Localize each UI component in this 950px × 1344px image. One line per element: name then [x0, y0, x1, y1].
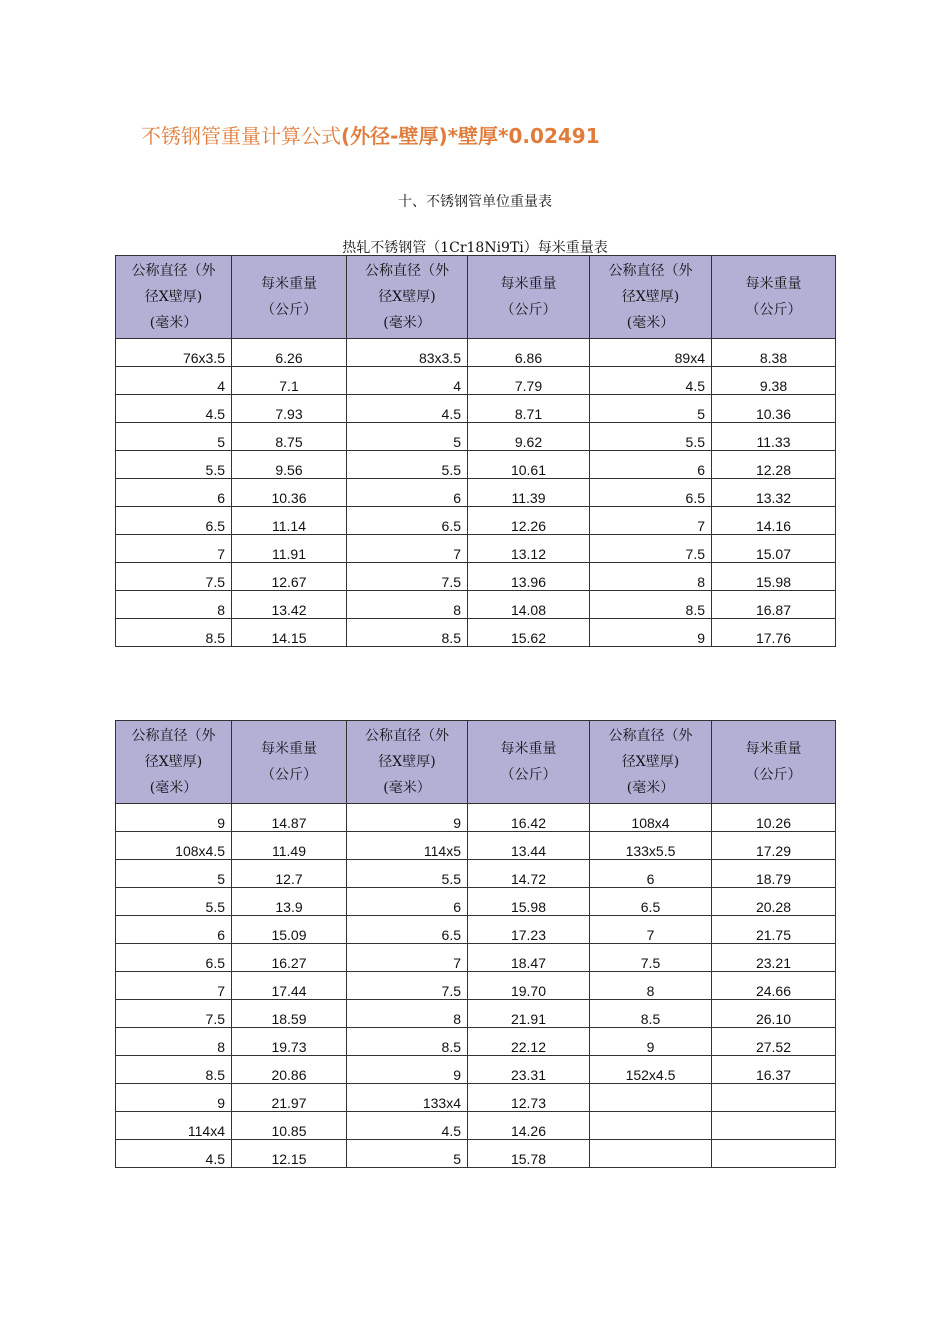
table-row	[116, 451, 836, 479]
header-weight: 每米重量 （公斤）	[232, 721, 347, 804]
spec-cell: 4.5	[116, 395, 232, 423]
weight-cell: 9.62	[468, 423, 590, 451]
weight-cell: 10.26	[712, 804, 836, 832]
spec-cell: 9	[590, 619, 712, 647]
weight-cell: 21.91	[468, 1000, 590, 1028]
formula-expression-tail: *壁厚*0.02491	[447, 124, 600, 148]
weight-cell: 14.15	[232, 619, 347, 647]
spec-cell: 6.5	[116, 507, 232, 535]
weight-cell: 22.12	[468, 1028, 590, 1056]
table-row	[116, 563, 836, 591]
header-weight: 每米重量 （公斤）	[232, 256, 347, 339]
header-row	[116, 256, 836, 339]
spec-cell: 7	[590, 507, 712, 535]
weight-cell: 15.78	[468, 1140, 590, 1168]
spec-cell: 4	[116, 367, 232, 395]
spec-cell: 7.5	[116, 1000, 232, 1028]
formula-heading	[141, 120, 600, 149]
weight-cell: 19.70	[468, 972, 590, 1000]
table-row	[116, 395, 836, 423]
spec-cell: 76x3.5	[116, 339, 232, 367]
weight-cell: 21.97	[232, 1084, 347, 1112]
weight-cell: 10.36	[712, 395, 836, 423]
weight-cell: 13.96	[468, 563, 590, 591]
header-spec: 公称直径（外 径X壁厚) (毫米）	[116, 721, 232, 804]
spec-cell: 8.5	[116, 1056, 232, 1084]
weight-cell: 17.76	[712, 619, 836, 647]
table-row	[116, 339, 836, 367]
spec-cell: 6	[116, 479, 232, 507]
weight-cell: 8.75	[232, 423, 347, 451]
spec-cell: 108x4.5	[116, 832, 232, 860]
spec-cell: 6	[347, 479, 468, 507]
spec-cell: 133x5.5	[590, 832, 712, 860]
spec-cell: 7.5	[590, 535, 712, 563]
weight-cell: 18.79	[712, 860, 836, 888]
weight-cell: 20.86	[232, 1056, 347, 1084]
spec-cell: 6	[590, 860, 712, 888]
spec-cell: 6.5	[116, 944, 232, 972]
spec-cell: 8.5	[347, 1028, 468, 1056]
table-row	[116, 832, 836, 860]
weight-cell: 16.27	[232, 944, 347, 972]
spec-cell: 108x4	[590, 804, 712, 832]
weight-cell: 17.44	[232, 972, 347, 1000]
weight-cell: 7.1	[232, 367, 347, 395]
weight-cell: 16.37	[712, 1056, 836, 1084]
spec-cell: 9	[347, 804, 468, 832]
spec-cell: 8.5	[116, 619, 232, 647]
spec-cell: 4.5	[590, 367, 712, 395]
spec-cell	[590, 1112, 712, 1140]
spec-cell: 6.5	[590, 888, 712, 916]
spec-cell: 8	[590, 563, 712, 591]
table-row	[116, 860, 836, 888]
spec-cell: 4	[347, 367, 468, 395]
spec-cell: 8.5	[590, 1000, 712, 1028]
header-weight: 每米重量 （公斤）	[468, 256, 590, 339]
spec-cell: 7.5	[116, 563, 232, 591]
spec-cell: 114x4	[116, 1112, 232, 1140]
weight-cell: 13.9	[232, 888, 347, 916]
weight-cell: 8.38	[712, 339, 836, 367]
spec-cell: 5	[347, 423, 468, 451]
weight-cell: 9.56	[232, 451, 347, 479]
section-title: 十、不锈钢管单位重量表	[398, 194, 552, 210]
table-row	[116, 972, 836, 1000]
spec-cell: 5	[347, 1140, 468, 1168]
spec-cell: 89x4	[590, 339, 712, 367]
weight-cell: 10.61	[468, 451, 590, 479]
weight-cell: 12.26	[468, 507, 590, 535]
spec-cell: 7	[116, 535, 232, 563]
weight-cell: 12.67	[232, 563, 347, 591]
weight-cell: 12.15	[232, 1140, 347, 1168]
spec-cell: 5.5	[590, 423, 712, 451]
weight-table-1	[115, 255, 836, 647]
weight-cell: 8.71	[468, 395, 590, 423]
weight-cell	[712, 1140, 836, 1168]
weight-cell: 24.66	[712, 972, 836, 1000]
spec-cell: 5.5	[116, 888, 232, 916]
weight-cell: 15.98	[468, 888, 590, 916]
weight-cell: 23.21	[712, 944, 836, 972]
table-row	[116, 507, 836, 535]
weight-cell: 14.72	[468, 860, 590, 888]
header-weight: 每米重量 （公斤）	[712, 256, 836, 339]
spec-cell: 8	[347, 1000, 468, 1028]
spec-cell: 5.5	[347, 451, 468, 479]
header-row	[116, 721, 836, 804]
table-row	[116, 1056, 836, 1084]
spec-cell: 6	[590, 451, 712, 479]
table-row	[116, 479, 836, 507]
spec-cell: 6	[347, 888, 468, 916]
weight-cell	[712, 1112, 836, 1140]
weight-cell: 26.10	[712, 1000, 836, 1028]
spec-cell: 5.5	[116, 451, 232, 479]
weight-cell: 11.14	[232, 507, 347, 535]
weight-cell: 21.75	[712, 916, 836, 944]
spec-cell: 5	[116, 860, 232, 888]
table-caption: 热轧不锈钢管（1Cr18Ni9Ti）每米重量表	[342, 240, 608, 256]
spec-cell: 7.5	[347, 563, 468, 591]
spec-cell: 8	[347, 591, 468, 619]
weight-cell: 15.62	[468, 619, 590, 647]
formula-expression-part: (外径-壁厚)	[341, 124, 448, 148]
table-row	[116, 916, 836, 944]
spec-cell: 133x4	[347, 1084, 468, 1112]
spec-cell: 8	[590, 972, 712, 1000]
table-row	[116, 804, 836, 832]
spec-cell	[590, 1140, 712, 1168]
weight-cell: 15.98	[712, 563, 836, 591]
weight-cell: 11.49	[232, 832, 347, 860]
spec-cell: 152x4.5	[590, 1056, 712, 1084]
weight-cell: 14.16	[712, 507, 836, 535]
header-spec: 公称直径（外 径X壁厚) (毫米）	[347, 256, 468, 339]
weight-cell: 18.59	[232, 1000, 347, 1028]
table-row	[116, 1000, 836, 1028]
weight-cell: 12.28	[712, 451, 836, 479]
spec-cell: 83x3.5	[347, 339, 468, 367]
spec-cell: 9	[116, 804, 232, 832]
spec-cell: 114x5	[347, 832, 468, 860]
weight-table-2	[115, 720, 836, 1168]
weight-cell: 14.08	[468, 591, 590, 619]
weight-cell: 6.26	[232, 339, 347, 367]
weight-cell: 15.09	[232, 916, 347, 944]
formula-title: 不锈钢管重量计算公式	[141, 124, 341, 148]
spec-cell: 6.5	[590, 479, 712, 507]
table-row	[116, 1112, 836, 1140]
weight-cell: 13.42	[232, 591, 347, 619]
weight-cell: 6.86	[468, 339, 590, 367]
table-row	[116, 1084, 836, 1112]
header-spec: 公称直径（外 径X壁厚) (毫米）	[590, 256, 712, 339]
weight-cell: 27.52	[712, 1028, 836, 1056]
table-row	[116, 1028, 836, 1056]
weight-cell: 19.73	[232, 1028, 347, 1056]
weight-cell: 12.73	[468, 1084, 590, 1112]
spec-cell: 8	[116, 591, 232, 619]
weight-cell: 11.39	[468, 479, 590, 507]
spec-cell: 4.5	[116, 1140, 232, 1168]
weight-cell: 11.91	[232, 535, 347, 563]
spec-cell: 7	[590, 916, 712, 944]
header-spec: 公称直径（外 径X壁厚) (毫米）	[347, 721, 468, 804]
table-row	[116, 423, 836, 451]
weight-cell: 14.26	[468, 1112, 590, 1140]
spec-cell: 6.5	[347, 507, 468, 535]
spec-cell: 9	[347, 1056, 468, 1084]
weight-cell: 9.38	[712, 367, 836, 395]
spec-cell: 4.5	[347, 395, 468, 423]
weight-cell: 17.29	[712, 832, 836, 860]
weight-cell: 16.87	[712, 591, 836, 619]
weight-cell: 20.28	[712, 888, 836, 916]
weight-cell: 7.93	[232, 395, 347, 423]
spec-cell: 6	[116, 916, 232, 944]
spec-cell: 9	[590, 1028, 712, 1056]
table-row	[116, 619, 836, 647]
spec-cell: 5.5	[347, 860, 468, 888]
spec-cell: 4.5	[347, 1112, 468, 1140]
spec-cell: 7.5	[347, 972, 468, 1000]
weight-cell: 16.42	[468, 804, 590, 832]
spec-cell: 7	[116, 972, 232, 1000]
header-weight: 每米重量 （公斤）	[468, 721, 590, 804]
weight-cell: 7.79	[468, 367, 590, 395]
weight-cell: 14.87	[232, 804, 347, 832]
spec-cell: 7	[347, 535, 468, 563]
weight-cell: 13.12	[468, 535, 590, 563]
spec-cell	[590, 1084, 712, 1112]
table-row	[116, 535, 836, 563]
weight-cell: 18.47	[468, 944, 590, 972]
weight-cell: 13.44	[468, 832, 590, 860]
spec-cell: 9	[116, 1084, 232, 1112]
header-weight: 每米重量 （公斤）	[712, 721, 836, 804]
spec-cell: 5	[590, 395, 712, 423]
header-spec: 公称直径（外 径X壁厚) (毫米）	[116, 256, 232, 339]
table-row	[116, 888, 836, 916]
header-spec: 公称直径（外 径X壁厚) (毫米）	[590, 721, 712, 804]
spec-cell: 6.5	[347, 916, 468, 944]
weight-cell: 23.31	[468, 1056, 590, 1084]
table-row	[116, 1140, 836, 1168]
table-row	[116, 367, 836, 395]
spec-cell: 7	[347, 944, 468, 972]
weight-cell: 17.23	[468, 916, 590, 944]
weight-cell: 13.32	[712, 479, 836, 507]
weight-cell: 15.07	[712, 535, 836, 563]
weight-cell: 10.85	[232, 1112, 347, 1140]
weight-cell: 10.36	[232, 479, 347, 507]
spec-cell: 7.5	[590, 944, 712, 972]
spec-cell: 8.5	[347, 619, 468, 647]
spec-cell: 8	[116, 1028, 232, 1056]
table-row	[116, 591, 836, 619]
spec-cell: 8.5	[590, 591, 712, 619]
weight-cell: 11.33	[712, 423, 836, 451]
table-row	[116, 944, 836, 972]
weight-cell: 12.7	[232, 860, 347, 888]
spec-cell: 5	[116, 423, 232, 451]
weight-cell	[712, 1084, 836, 1112]
